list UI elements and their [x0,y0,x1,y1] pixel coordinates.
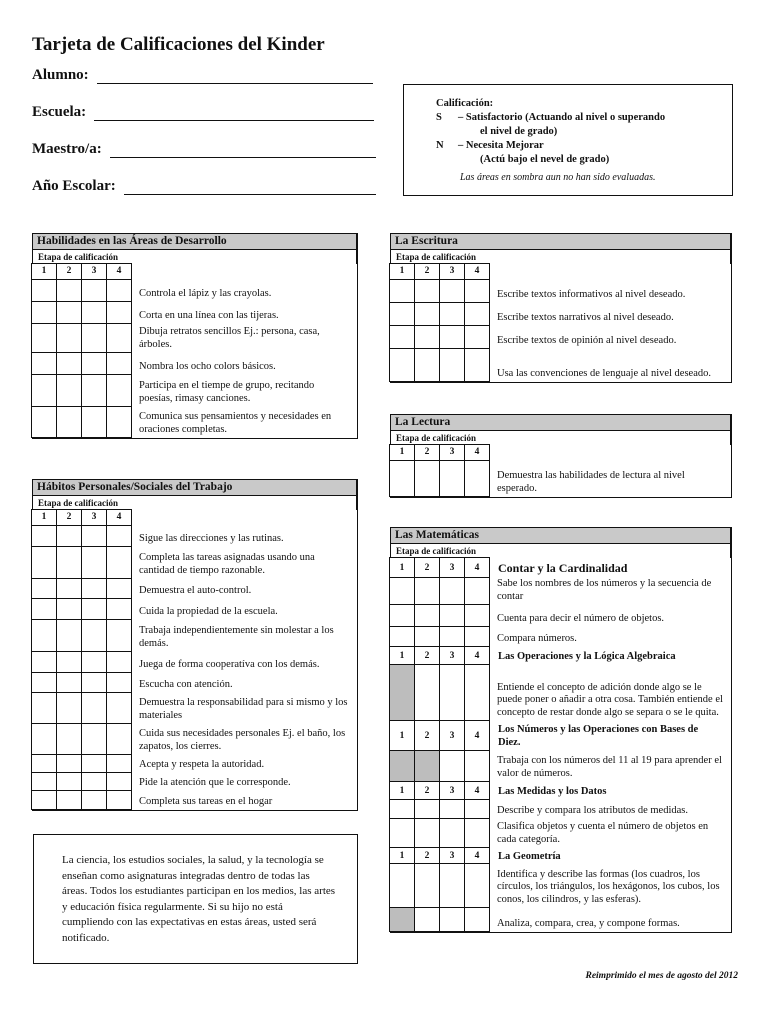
grade-cell[interactable] [56,692,82,724]
skill-text: Controla el lápiz y las crayolas. [139,287,272,299]
skill-text: Analiza, compara, crea, y compone formas. [497,917,680,929]
grade-cell[interactable] [389,664,415,721]
grade-column-2: 2 [56,509,82,526]
lectura-section-heading: La Lectura [390,414,731,431]
grade-column-2: 2 [56,263,82,280]
skill-text: Escribe textos de opinión al nivel deseado. [497,334,677,346]
grade-cell[interactable] [31,578,57,599]
math-skill-row [390,665,731,721]
math-skill-row [390,819,731,848]
grade-cell[interactable] [464,577,490,605]
skill-text: Identifica y describe las formas (los cuadros, los círculos, los triángulos, los hexágonos, los cubos, los conos, los cilindros, y las esferas). [497,868,720,905]
grade-cell[interactable] [389,818,415,848]
grade-column-3: 3 [439,781,465,800]
math-skill-row [390,578,731,605]
math-skill-row [390,864,731,908]
grade-cell[interactable] [464,604,490,627]
grade-cell[interactable] [439,460,465,497]
grade-column-1: 1 [389,781,415,800]
grade-cell[interactable] [106,279,132,302]
grade-cell[interactable] [414,348,440,382]
grade-row [32,693,357,724]
grade-cell[interactable] [389,626,415,647]
legend-s-key: S [436,112,442,123]
grade-cell[interactable] [81,619,107,652]
grade-column-header [32,510,357,526]
grade-cell[interactable] [414,863,440,908]
grade-row [390,280,731,303]
skill-text: Escribe textos informativos al nivel deseado. [497,288,686,300]
legend-s-text2: el nivel de grado) [480,126,558,137]
grade-cell[interactable] [106,651,132,673]
grade-column-3: 3 [439,720,465,751]
grade-cell[interactable] [81,651,107,673]
grade-cell[interactable] [389,907,415,932]
grade-cell[interactable] [31,525,57,547]
grade-column-header [390,445,731,461]
grade-cell[interactable] [31,723,57,755]
skill-text: Demuestra la responsabilidad para si mismo y los materiales [139,697,348,721]
grade-column-1: 1 [389,847,415,864]
grade-cell[interactable] [81,723,107,755]
matematicas-section [390,527,732,933]
grade-cell[interactable] [56,352,82,375]
skill-text: Clasifica objetos y cuenta el número de objetos en cada categoría. [497,821,709,845]
grade-row [32,724,357,755]
grade-cell[interactable] [389,799,415,819]
grade-cell[interactable] [106,406,132,438]
school-line[interactable] [94,106,374,121]
teacher-field [32,141,376,158]
grade-row [390,303,731,326]
skill-text: Trabaja independientemente sin molestar a los demás. [139,625,334,649]
skill-text: Comunica sus pensamientos y necesidades en oraciones completas. [139,411,332,435]
grade-cell[interactable] [414,626,440,647]
year-field [32,178,376,195]
grade-row [32,375,357,407]
grade-column-4: 4 [464,444,490,461]
grade-cell[interactable] [439,750,465,782]
grading-legend [403,84,733,196]
teacher-label: Maestro/a: [32,141,102,157]
skill-text: Nombra los ocho colors básicos. [139,360,276,372]
math-skill-row [390,605,731,627]
grade-column-header [390,264,731,280]
grade-column-1: 1 [389,557,415,578]
grade-cell[interactable] [439,626,465,647]
grade-cell[interactable] [439,799,465,819]
grade-cell[interactable] [439,577,465,605]
grade-cell[interactable] [106,772,132,791]
matematicas-section-heading: Las Matemáticas [390,527,731,544]
skill-text: Describe y compara los atributos de medidas. [497,804,688,816]
grade-row [32,547,357,579]
grade-cell[interactable] [464,799,490,819]
grade-cell[interactable] [414,604,440,627]
legend-heading: Calificación: [436,98,494,109]
grade-cell[interactable] [31,352,57,375]
grade-column-1: 1 [389,646,415,665]
grade-cell[interactable] [56,279,82,302]
grade-cell[interactable] [31,790,57,810]
grade-cell[interactable] [56,525,82,547]
grade-cell[interactable] [56,301,82,324]
skill-text: Demuestra las habilidades de lectura al nivel esperado. [497,470,685,494]
escritura-section-heading: La Escritura [390,233,731,250]
grade-cell[interactable] [389,863,415,908]
grade-cell[interactable] [389,325,415,349]
grade-cell[interactable] [106,301,132,324]
grade-cell[interactable] [106,546,132,579]
grade-cell[interactable] [81,672,107,693]
grade-cell[interactable] [414,750,440,782]
grade-cell[interactable] [31,692,57,724]
grade-cell[interactable] [31,279,57,302]
grade-cell[interactable] [389,577,415,605]
grade-row [32,302,357,324]
grade-cell[interactable] [106,598,132,620]
grade-cell[interactable] [31,546,57,579]
grade-row [32,353,357,375]
grade-column-4: 4 [464,646,490,665]
grade-column-2: 2 [414,263,440,280]
math-skill-row [390,627,731,647]
grade-cell[interactable] [81,578,107,599]
grade-column-3: 3 [439,847,465,864]
grade-cell[interactable] [81,692,107,724]
page-title: Tarjeta de Calificaciones del Kinder [32,34,325,55]
student-line[interactable] [97,69,373,84]
grade-cell[interactable] [414,302,440,326]
grade-cell[interactable] [464,460,490,497]
grade-cell[interactable] [56,772,82,791]
grade-cell[interactable] [31,301,57,324]
grade-cell[interactable] [106,352,132,375]
skill-text: Dibuja retratos sencillos Ej.: persona, casa, árboles. [139,326,320,350]
grade-cell[interactable] [106,525,132,547]
grade-cell[interactable] [31,772,57,791]
grade-cell[interactable] [389,302,415,326]
legend-n-text: – Necesita Mejorar [458,140,544,151]
grade-cell[interactable] [56,323,82,353]
grade-cell[interactable] [56,406,82,438]
skill-text: Corta en una línea con las tijeras. [139,309,279,321]
grade-cell[interactable] [439,302,465,326]
legend-note: Las áreas en sombra aun no han sido evaluadas. [460,172,656,183]
grade-cell[interactable] [389,348,415,382]
grade-cell[interactable] [81,323,107,353]
grade-cell[interactable] [56,546,82,579]
grade-cell[interactable] [106,754,132,773]
grade-cell[interactable] [56,578,82,599]
grade-cell[interactable] [439,863,465,908]
grade-cell[interactable] [31,406,57,438]
grade-cell[interactable] [31,651,57,673]
grade-row [32,791,357,810]
grade-cell[interactable] [106,790,132,810]
grade-row [32,755,357,773]
grade-cell[interactable] [414,325,440,349]
legend-n-key: N [436,140,444,151]
grade-column-2: 2 [414,557,440,578]
escritura-section [390,233,732,383]
grading-stage-label: Etapa de calificación [390,431,731,445]
grade-cell[interactable] [464,750,490,782]
grade-cell[interactable] [56,619,82,652]
grade-row [32,773,357,791]
grade-row [32,652,357,673]
grade-cell[interactable] [389,279,415,303]
grading-stage-label: Etapa de calificación [32,250,357,264]
grade-row [32,407,357,438]
year-label: Año Escolar: [32,178,116,194]
skill-text: Acepta y respeta la autoridad. [139,758,265,770]
grade-cell[interactable] [439,604,465,627]
grade-cell[interactable] [81,754,107,773]
grade-cell[interactable] [31,598,57,620]
grade-column-4: 4 [106,263,132,280]
skill-text: Escucha con atención. [139,678,233,690]
skill-text: Cuida sus necesidades personales Ej. el baño, los zapatos, los cierres. [139,728,346,752]
grade-column-4: 4 [464,781,490,800]
grade-column-2: 2 [414,781,440,800]
grade-column-1: 1 [389,720,415,751]
skill-text: Cuida la propiedad de la escuela. [139,605,278,617]
skill-text: Sigue las direcciones y las rutinas. [139,532,284,544]
skill-text: Pide la atención que le corresponde. [139,776,291,788]
habilidades-section [32,233,358,439]
grade-column-3: 3 [81,509,107,526]
grade-cell[interactable] [56,598,82,620]
skill-text: Completa sus tareas en el hogar [139,795,273,807]
grade-cell[interactable] [106,323,132,353]
grade-cell[interactable] [439,279,465,303]
school-label: Escuela: [32,104,87,120]
grade-cell[interactable] [56,723,82,755]
grade-column-4: 4 [464,557,490,578]
grade-cell[interactable] [106,374,132,407]
grade-cell[interactable] [31,323,57,353]
math-group-title: Los Números y las Operaciones con Bases de Diez. [498,724,699,748]
skill-text: Participa en el tiempe de grupo, recitando poesías, rimasy canciones. [139,380,315,404]
grade-row [32,579,357,599]
skill-text: Demuestra el auto-control. [139,584,252,596]
math-skill-row [390,800,731,819]
grade-cell[interactable] [414,907,440,932]
grade-cell[interactable] [81,546,107,579]
math-skill-row [390,908,731,932]
grade-column-1: 1 [31,509,57,526]
lectura-section [390,414,732,498]
student-field [32,67,373,84]
grade-column-3: 3 [439,444,465,461]
grade-column-2: 2 [414,646,440,665]
habilidades-section-heading: Habilidades en las Áreas de Desarrollo [32,233,357,250]
grade-cell[interactable] [414,799,440,819]
grade-cell[interactable] [464,818,490,848]
grade-column-4: 4 [464,847,490,864]
grade-column-2: 2 [414,847,440,864]
grade-cell[interactable] [464,279,490,303]
grade-cell[interactable] [81,406,107,438]
grade-row [32,280,357,302]
grade-column-1: 1 [389,263,415,280]
grade-row [390,349,731,382]
grade-cell[interactable] [31,754,57,773]
legend-s-text: – Satisfactorio (Actuando al nivel o superando [458,112,666,123]
school-field [32,104,374,121]
grade-cell[interactable] [464,302,490,326]
grade-cell[interactable] [389,604,415,627]
grade-cell[interactable] [81,598,107,620]
math-group-title: La Geometría [498,850,561,862]
grading-stage-label: Etapa de calificación [32,496,357,510]
skill-text: Escribe textos narrativos al nivel deseado. [497,311,674,323]
integrated-subjects-note: La ciencia, los estudios sociales, la salud, y la tecnología se enseñan como asignaturas integradas dentro de todas las áreas. Todos los estudiantes participan en los medios, las artes y educación física regularmente. Si su hijo no está cumpliendo con las expectativas en estas áreas, usted será notificado. [33,834,358,964]
grade-column-4: 4 [106,509,132,526]
math-group-header [390,848,731,864]
grade-cell[interactable] [56,754,82,773]
skill-text: Sabe los nombres de los números y la secuencia de contar [497,578,712,602]
grade-cell[interactable] [106,578,132,599]
grade-cell[interactable] [414,818,440,848]
grade-cell[interactable] [389,460,415,497]
grade-cell[interactable] [464,348,490,382]
grade-cell[interactable] [464,626,490,647]
grade-cell[interactable] [414,279,440,303]
grade-row [32,620,357,652]
math-group-header [390,647,731,665]
grade-cell[interactable] [81,772,107,791]
grade-cell[interactable] [31,619,57,652]
grade-column-4: 4 [464,263,490,280]
grade-column-3: 3 [439,263,465,280]
grade-cell[interactable] [464,907,490,932]
grade-column-3: 3 [439,646,465,665]
math-group-header [390,721,731,751]
grade-column-2: 2 [414,444,440,461]
grade-cell[interactable] [106,692,132,724]
reprint-footer: Reimprimido el mes de agosto del 2012 [585,971,738,981]
grade-cell[interactable] [439,348,465,382]
grade-cell[interactable] [414,460,440,497]
math-group-title: Las Operaciones y la Lógica Algebraica [498,650,676,662]
grade-column-2: 2 [414,720,440,751]
grade-cell[interactable] [56,374,82,407]
grade-row [390,461,731,497]
grade-cell[interactable] [414,664,440,721]
grade-row [32,599,357,620]
teacher-line[interactable] [110,143,376,158]
skill-text: Compara números. [497,632,577,644]
grading-stage-label: Etapa de calificación [390,250,731,264]
math-group-title: Las Medidas y los Datos [498,785,607,797]
grade-cell[interactable] [81,525,107,547]
grade-column-header [32,264,357,280]
skill-text: Cuenta para decir el número de objetos. [497,612,665,624]
grade-cell[interactable] [464,325,490,349]
grade-cell[interactable] [56,651,82,673]
student-label: Alumno: [32,67,89,83]
grade-column-3: 3 [81,263,107,280]
grade-cell[interactable] [439,664,465,721]
math-group-title: Contar y la Cardinalidad [498,560,628,575]
grade-cell[interactable] [439,325,465,349]
year-line[interactable] [124,180,376,195]
grade-cell[interactable] [81,279,107,302]
grade-column-3: 3 [439,557,465,578]
grade-cell[interactable] [56,790,82,810]
habitos-section [32,479,358,811]
grade-cell[interactable] [31,672,57,693]
legend-n-text2: (Actú bajo el nevel de grado) [480,154,610,165]
math-skill-row [390,751,731,782]
grade-cell[interactable] [31,374,57,407]
grade-cell[interactable] [56,672,82,693]
grade-cell[interactable] [389,750,415,782]
skill-text: Entiende el concepto de adición donde algo se le puede poner o añadir a otra cosa. También entiende el concepto de restar donde algo se separa o se le quita. [497,681,723,718]
habitos-section-heading: Hábitos Personales/Sociales del Trabajo [32,479,357,496]
math-group-header [390,782,731,800]
grade-column-1: 1 [31,263,57,280]
grade-row [32,324,357,353]
grade-column-4: 4 [464,720,490,751]
grade-cell[interactable] [81,352,107,375]
grade-row [32,526,357,547]
grade-cell[interactable] [464,664,490,721]
skill-text: Completa las tareas asignadas usando una cantidad de tiempo razonable. [139,552,315,576]
grade-cell[interactable] [106,619,132,652]
skill-text: Juega de forma cooperatíva con los demás. [139,658,320,670]
grade-column-1: 1 [389,444,415,461]
grade-cell[interactable] [414,577,440,605]
grade-cell[interactable] [106,723,132,755]
math-group-header [390,558,731,578]
grade-row [32,673,357,693]
grade-cell[interactable] [81,374,107,407]
grading-stage-label: Etapa de calificación [390,544,731,558]
skill-text: Trabaja con los números del 11 al 19 para aprender el valor de números. [497,755,722,779]
grade-cell[interactable] [81,301,107,324]
grade-cell[interactable] [439,907,465,932]
grade-cell[interactable] [81,790,107,810]
grade-cell[interactable] [106,672,132,693]
grade-cell[interactable] [439,818,465,848]
grade-row [390,326,731,349]
grade-cell[interactable] [464,863,490,908]
skill-text: Usa las convenciones de lenguaje al nivel deseado. [497,367,712,379]
